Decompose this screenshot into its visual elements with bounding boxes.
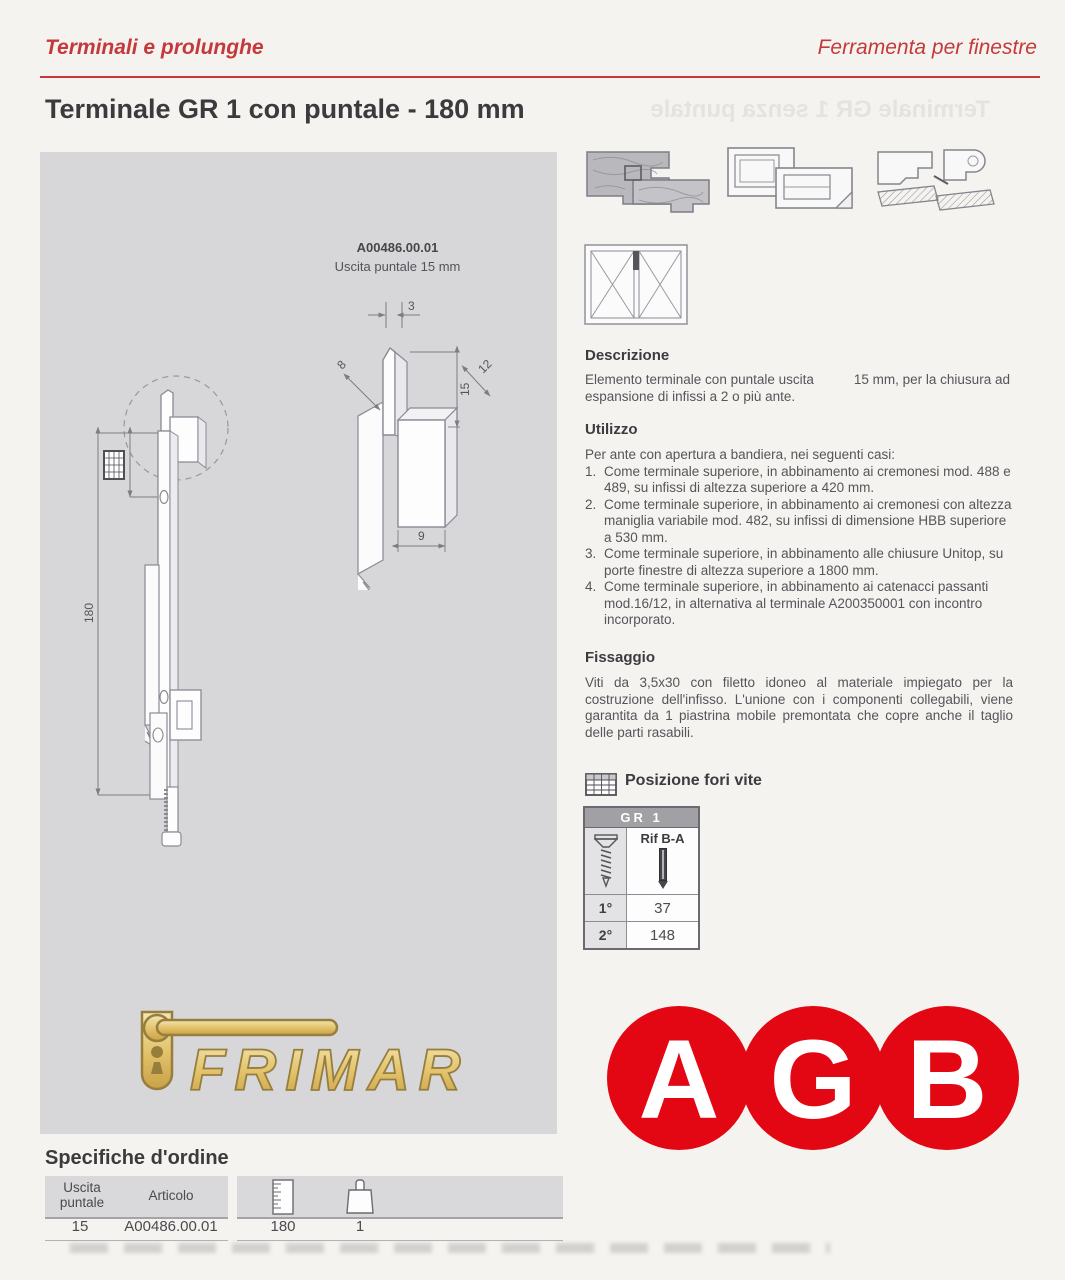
wood-profile-icon — [585, 148, 715, 228]
article-code-label: A00486.00.01 — [356, 240, 439, 255]
two-leaf-window-icon — [583, 243, 691, 328]
agb-logo — [598, 1002, 1028, 1154]
fissaggio-text: Viti da 3,5x30 con filetto idoneo al materiale impiegato per la costruzione dell'infisso. L'unione con i componenti collegabili, viene garantita da 1 piastrina mobile premontata che copre anche il taglio delle parti rasabili. — [585, 675, 1013, 740]
pin-icon — [655, 848, 671, 890]
dim-base-depth: 9 — [418, 529, 425, 543]
ghost-showthrough-strip — [70, 1243, 830, 1253]
descrizione-part1: Elemento terminale con puntale uscita — [585, 372, 814, 387]
screw-positions-grid-icon — [585, 773, 617, 796]
puntale-detail-drawing — [280, 230, 580, 590]
descrizione-heading: Descrizione — [585, 347, 670, 364]
ref-cell — [627, 828, 698, 894]
utilizzo-section — [585, 421, 1013, 629]
agb-letter-b: B — [906, 1017, 988, 1142]
item-number: 3. — [585, 546, 597, 561]
package-icon — [345, 1179, 375, 1215]
dim-tip-side: 8 — [334, 357, 349, 373]
page-title: Terminale GR 1 con puntale - 180 mm — [45, 94, 525, 124]
dim-length: 180 — [82, 602, 96, 623]
row-position: 2° — [585, 922, 627, 948]
utilizzo-item — [585, 546, 1013, 579]
drawing-caption: Uscita puntale 15 mm — [334, 259, 461, 274]
alu-wood-profile-icon — [876, 146, 998, 226]
utilizzo-item — [585, 497, 1013, 547]
row-position: 1° — [585, 895, 627, 921]
ghost-showthrough-title: Terminale GR 1 senza puntale — [650, 96, 990, 123]
item-text: Come terminale superiore, in abbinamento ai cremonesi con altezza maniglia variabile mod. 482, su infissi di dimensione HBB superiore a 530 mm. — [604, 496, 1012, 545]
dim-tip-diag: 12 — [475, 356, 495, 377]
frimar-logo-text: FRIMAR — [190, 1038, 470, 1103]
agb-letter-g: G — [769, 1017, 857, 1142]
header-category: Ferramenta per finestre — [817, 36, 1037, 59]
header-rule — [40, 76, 1040, 78]
value-articolo: A00486.00.01 — [124, 1218, 218, 1235]
pvc-profile-icon — [726, 146, 858, 226]
col-uscita-puntale: Uscita puntale — [59, 1180, 105, 1210]
row-value: 37 — [627, 895, 698, 921]
fori-heading: Posizione fori vite — [625, 772, 762, 789]
col-articolo: Articolo — [148, 1188, 194, 1203]
table-rule-left — [45, 1240, 228, 1241]
section-title: Terminali e prolunghe — [45, 36, 264, 59]
screw-position-table — [583, 806, 700, 950]
row-value: 148 — [627, 922, 698, 948]
screw-grid-icon — [104, 451, 124, 479]
utilizzo-item — [585, 579, 1013, 629]
agb-letter-a: A — [638, 1017, 720, 1142]
item-number: 1. — [585, 463, 597, 479]
fissaggio-section — [585, 649, 1013, 741]
item-number: 2. — [585, 496, 597, 512]
value-uscita: 15 — [71, 1218, 89, 1235]
fissaggio-heading: Fissaggio — [585, 649, 656, 666]
table-rule-right — [237, 1240, 563, 1241]
item-text: Come terminale superiore, in abbinamento alle chiusure Unitop, su porte finestre di altezza superiore a 1800 mm. — [604, 546, 1004, 578]
utilizzo-item — [585, 464, 1013, 497]
screw-icon — [594, 833, 618, 889]
dim-tip-height: 15 — [458, 382, 472, 396]
item-text: Come terminale superiore, in abbinamento ai cremonesi mod. 488 e 489, su infissi di altezza superiore a 420 mm. — [604, 463, 1011, 495]
descrizione-text — [585, 372, 1013, 405]
descrizione-part2: 15 mm, per la chiusura ad espansione di infissi a 2 o più ante. — [585, 372, 1010, 404]
frimar-logo — [128, 998, 528, 1110]
value-pack: 1 — [355, 1218, 365, 1235]
screw-icon-cell — [585, 828, 627, 894]
table-title: GR 1 — [585, 808, 698, 828]
terminal-position-marker — [633, 251, 639, 270]
value-length: 180 — [270, 1218, 296, 1235]
descrizione-section — [585, 347, 1013, 405]
terminal-bar-drawing — [55, 375, 325, 935]
dim-tip-width: 3 — [408, 299, 415, 313]
item-text: Come terminale superiore, in abbinamento ai catenacci passanti mod.16/12, in alternativa al terminale A200350001 con incontro incorporato. — [604, 579, 989, 627]
ordine-heading: Specifiche d'ordine — [45, 1147, 229, 1169]
ref-label: Rif B-A — [640, 831, 685, 846]
length-ruler-icon — [271, 1179, 295, 1215]
item-number: 4. — [585, 579, 597, 594]
utilizzo-intro: Per ante con apertura a bandiera, nei seguenti casi: — [585, 447, 895, 462]
utilizzo-heading: Utilizzo — [585, 421, 638, 438]
